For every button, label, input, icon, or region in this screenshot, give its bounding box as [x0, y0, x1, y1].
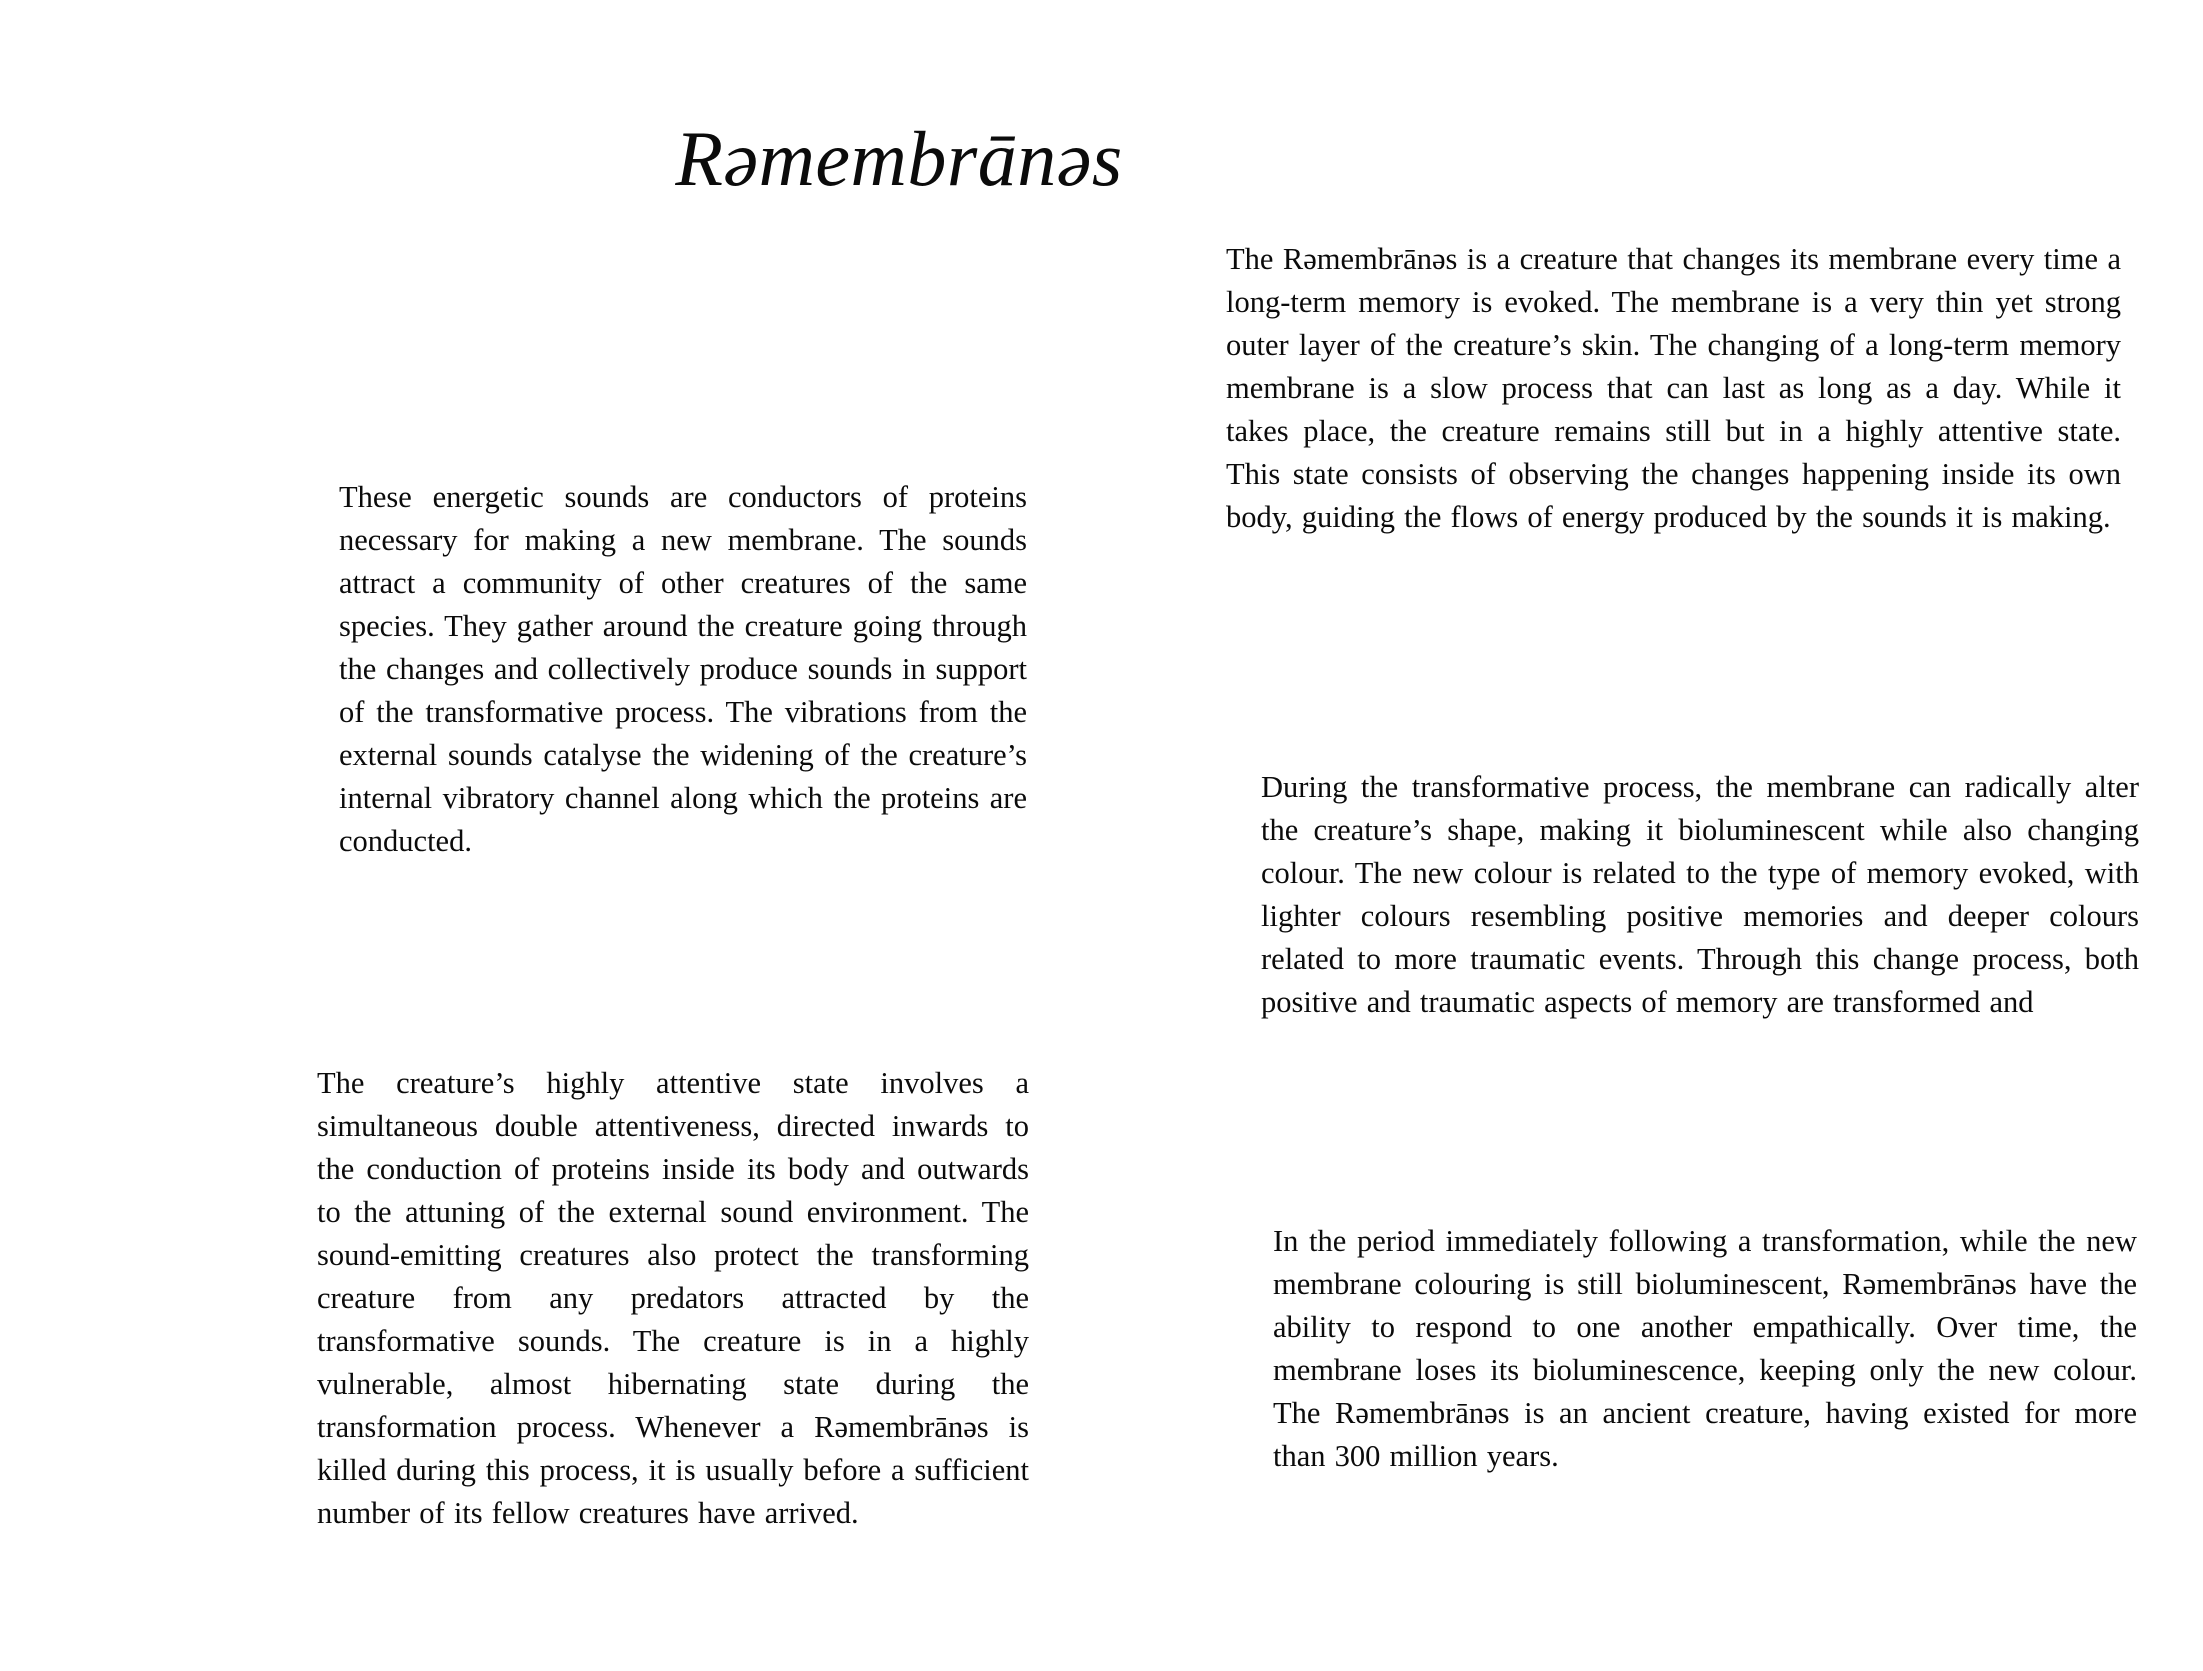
page-title: Rəmembrānəs: [675, 115, 1123, 202]
paragraph-energetic-sounds: These energetic sounds are conductors of proteins necessary for making a new membrane. The sounds attract a community of other creatures of the same species. They gather around the creature going through the changes and collectively produce sounds in support of the transformative process. The vibrations from the external sounds catalyse the widening of the creature’s internal vibratory channel along which the proteins are conducted.: [339, 480, 1027, 858]
paragraph-transformative-process: During the transformative process, the membrane can radically alter the creature’s shape, making it bioluminescent while also changing colour. The new colour is related to the type of memory evoked, with lighter colours resembling positive memories and deeper colours related to more traumatic events. Through this change process, both positive and traumatic aspects of memory are transformed and: [1261, 770, 2139, 1019]
paragraph-attentive-state: The creature’s highly attentive state involves a simultaneous double attentiveness, directed inwards to the conduction of proteins inside its body and outwards to the attuning of the external sound environment. The sound-emitting creatures also protect the transforming creature from any predators attracted by the transformative sounds. The creature is in a highly vulnerable, almost hibernating state during the transformation process. Whenever a Rəmembrānəs is killed during this process, it is usually before a sufficient number of its fellow creatures have arrived.: [317, 1066, 1029, 1530]
paragraph-after-transformation: In the period immediately following a transformation, while the new membrane colouring is still bioluminescent, Rəmembrānəs have the ability to respond to one another empathically. Over time, the membrane loses its bioluminescence, keeping only the new colour. The Rəmembrānəs is an ancient creature, having existed for more than 300 million years.: [1273, 1224, 2137, 1473]
paragraph-membrane-change: The Rəmembrānəs is a creature that changes its membrane every time a long-term memory is evoked. The membrane is a very thin yet strong outer layer of the creature’s skin. The changing of a long-term memory membrane is a slow process that can last as long as a day. While it takes place, the creature remains still but in a highly attentive state. This state consists of observing the changes happening inside its own body, guiding the flows of energy produced by the sounds it is making.: [1226, 242, 2121, 534]
